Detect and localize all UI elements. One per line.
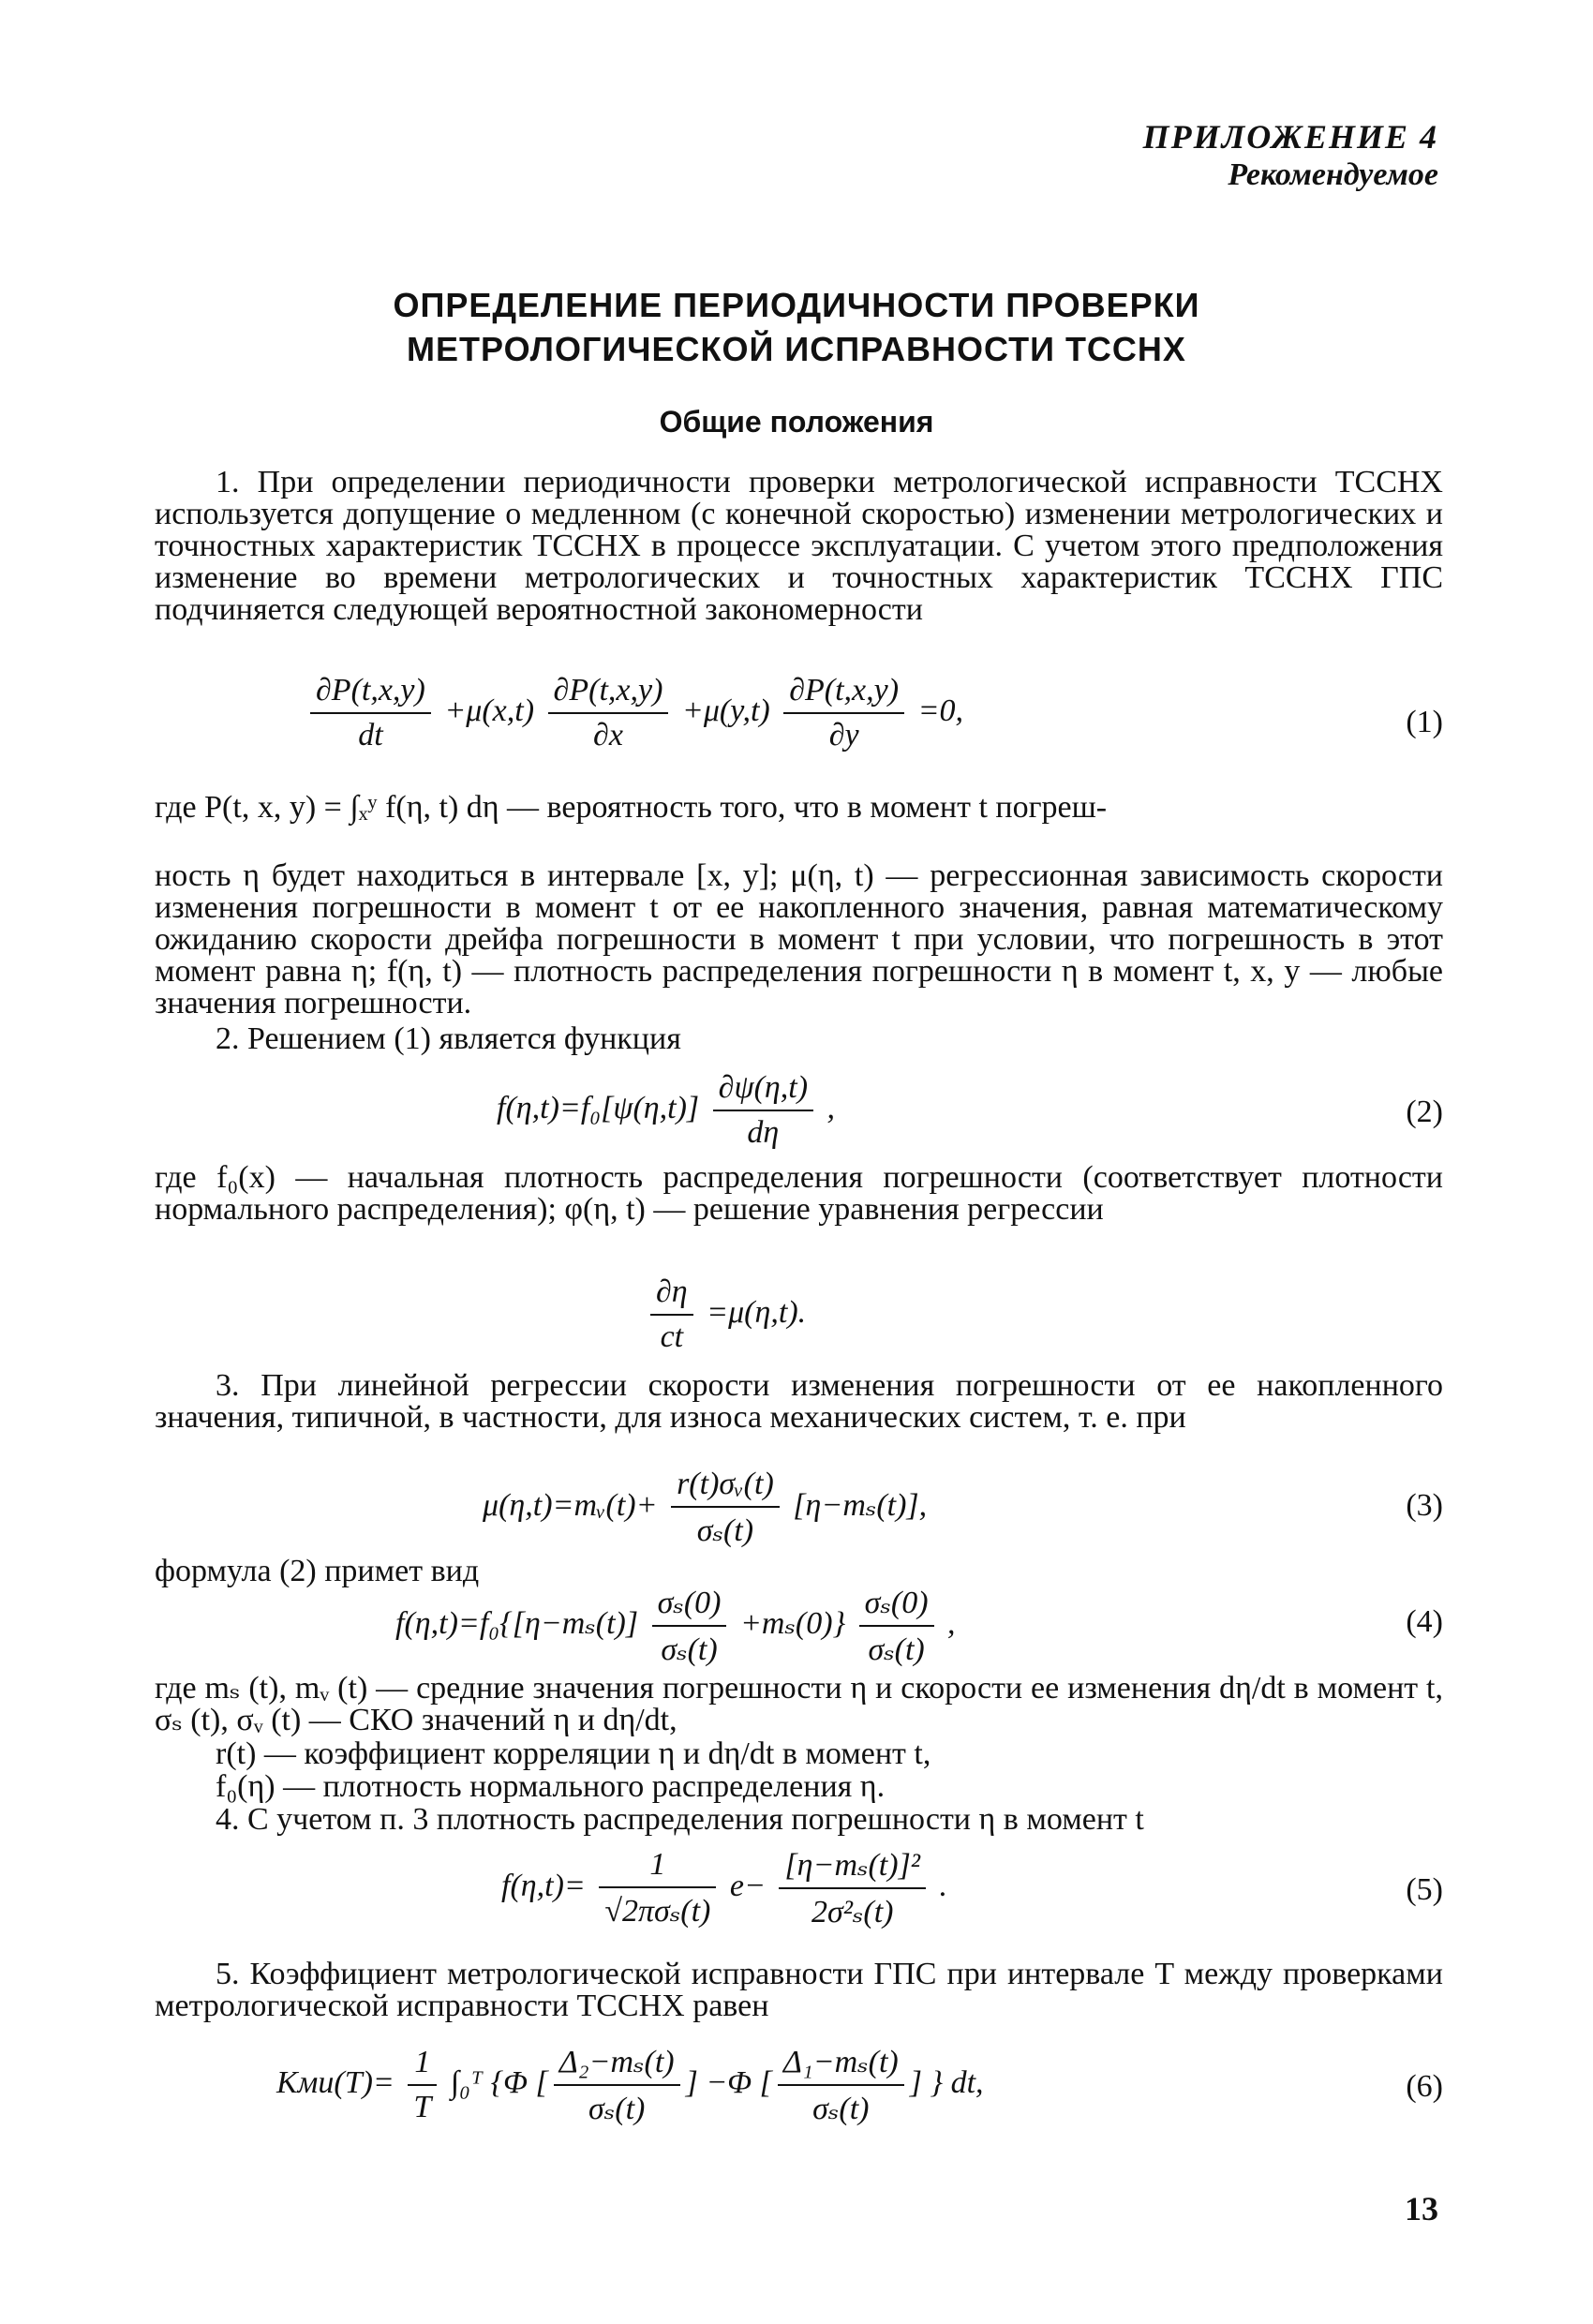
- paragraph-11: 5. Коэффициент метрологической исправности ГПС при интервале T между проверками метрологической исправности ТССНХ равен: [155, 1957, 1443, 2023]
- equation-2: [497, 1070, 835, 1151]
- paragraph-9: f₀(η) — плотность нормального распределения η.: [216, 1769, 886, 1804]
- eq4-den2: σₛ(t): [859, 1625, 934, 1668]
- eq6-num3: Δ₁−mₛ(t): [782, 2045, 899, 2079]
- eq6-lhs: Kми(T)=: [276, 2064, 395, 2100]
- equation-regression: [645, 1274, 806, 1355]
- eq3-number: (3): [1406, 1488, 1443, 1523]
- equation-5: [501, 1846, 947, 1930]
- page-title-line2: МЕТРОЛОГИЧЕСКОЙ ИСПРАВНОСТИ ТССНХ: [407, 330, 1186, 368]
- eq6-den3: σₛ(t): [778, 2084, 904, 2127]
- eq6-den1: T: [408, 2084, 437, 2125]
- eq5-lhs: f(η,t)=: [501, 1868, 586, 1903]
- eq5-number: (5): [1406, 1872, 1443, 1907]
- appendix-label: ПРИЛОЖЕНИЕ 4: [1142, 118, 1438, 156]
- paragraph-2b: ность η будет находиться в интервале [x, y]; μ(η, t) — регрессионная зависимость скорости изменения погрешности в момент t от ее накопленного значения, равная математическому ожиданию скорости дрейфа погрешности в момент t при условии, что погрешность в этот момент равна η; f(η, t) — плотность распределения погрешности η в момент t, x, y — любые значения погрешности.: [155, 858, 1443, 1020]
- eq4-lhs: f(η,t)=f₀{[η−mₛ(t)]: [395, 1605, 639, 1641]
- eq5-num2: [η−mₛ(t)]²: [784, 1848, 920, 1883]
- paragraph-5: 3. При линейной регрессии скорости изменения погрешности от ее накопленного значения, типичной, в частности, для износа механических систем, т. е. при: [155, 1368, 1443, 1435]
- eq1-num3: ∂P(t,x,y): [789, 673, 900, 708]
- eq1-number: (1): [1406, 705, 1443, 739]
- paragraph-10: 4. С учетом п. 3 плотность распределения погрешности η в момент t: [216, 1802, 1144, 1837]
- eq2-number: (2): [1406, 1095, 1443, 1129]
- eqreg-num: ∂η: [656, 1274, 688, 1309]
- eq5-mid: e−: [729, 1868, 766, 1903]
- eq3-den: σₛ(t): [671, 1506, 780, 1549]
- eq1-rhs: =0,: [917, 693, 964, 728]
- eq2-lhs: f(η,t)=f₀[ψ(η,t)]: [497, 1090, 700, 1125]
- eq4-num2: σₛ(0): [864, 1586, 929, 1620]
- paragraph-8: r(t) — коэффициент корреляции η и dη/dt в момент t,: [216, 1736, 931, 1771]
- eq6-int: ∫₀ᵀ {Φ: [450, 2064, 529, 2100]
- eq1-den2: ∂x: [548, 712, 669, 753]
- eq1-den1: dt: [310, 712, 431, 753]
- paragraph-1: 1. При определении периодичности проверки метрологической исправности ТССНХ используется допущение о медленном (с конечной скоростью) изменении метрологических и точностных характеристик ТССНХ в процессе эксплуатации. С учетом этого предположения изменение во времени метрологических и точностных характеристик ТССНХ ГПС подчиняется следующей вероятностной закономерности: [155, 465, 1443, 627]
- eq6-num1: 1: [414, 2045, 431, 2079]
- eq4-tail: ,: [947, 1605, 956, 1641]
- eqreg-den: ct: [650, 1314, 693, 1355]
- equation-4: [395, 1584, 956, 1668]
- eq1-op2: +μ(y,t): [681, 693, 770, 728]
- equation-6: Kми(T)= $\frac{1}{T}$ ∫₀ᵀ {Φ [ $\frac{\text{Δ₂−mₛ(t)}}{\text{σₛ(t)}}$ ] −Φ [ $\frac{\text{Δ₁−mₛ(t)}}{\text{σₛ(t)}}$ ] } dt,: [276, 2045, 984, 2126]
- eq1-op1: +μ(x,t): [444, 693, 535, 728]
- eqreg-rhs: =μ(η,t).: [707, 1294, 807, 1330]
- eq4-den1: σₛ(t): [652, 1625, 727, 1668]
- eq1-num1: ∂P(t,x,y): [316, 673, 425, 708]
- eq1-num2: ∂P(t,x,y): [553, 673, 663, 708]
- eq2-num: ∂ψ(η,t): [718, 1070, 809, 1105]
- page-number: 13: [1405, 2190, 1438, 2227]
- recommended-label: Рекомендуемое: [1228, 157, 1438, 192]
- equation-1: [305, 673, 963, 753]
- eq5-den2: 2σ²ₛ(t): [779, 1887, 926, 1930]
- page-title-line1: ОПРЕДЕЛЕНИЕ ПЕРИОДИЧНОСТИ ПРОВЕРКИ: [393, 286, 1200, 324]
- eq5-tail: .: [939, 1868, 947, 1903]
- eq3-num: r(t)σᵥ(t): [677, 1467, 774, 1501]
- eq1-den3: ∂y: [783, 712, 904, 753]
- eq3-tail: [η−mₛ(t)],: [793, 1487, 928, 1523]
- eq6-den2: σₛ(t): [554, 2084, 680, 2127]
- eq3-lhs: μ(η,t)=mᵥ(t)+: [483, 1487, 658, 1523]
- eq2-tail: ,: [826, 1090, 836, 1125]
- paragraph-2a: где P(t, x, y) = ∫ₓʸ f(η, t) dη — вероятность того, что в момент t погреш-: [155, 790, 1108, 825]
- eq4-mid: +mₛ(0)}: [739, 1605, 846, 1641]
- eq5-num1: 1: [649, 1847, 666, 1882]
- eq6-tail: } dt,: [930, 2064, 984, 2100]
- eq4-number: (4): [1406, 1604, 1443, 1639]
- eq2-den: dη: [713, 1110, 813, 1151]
- section-heading: Общие положения: [659, 405, 934, 439]
- paragraph-6: формула (2) примет вид: [155, 1554, 480, 1588]
- paragraph-4: где f₀(x) — начальная плотность распределения погрешности (соответствует плотности нормального распределения); φ(η, t) — решение уравнения регрессии: [155, 1160, 1443, 1227]
- eq4-num1: σₛ(0): [657, 1586, 722, 1620]
- eq5-den1: √2πσₛ(t): [599, 1886, 716, 1929]
- equation-3: [483, 1467, 927, 1549]
- paragraph-3: 2. Решением (1) является функция: [216, 1021, 681, 1056]
- eq6-mid: −Φ: [706, 2064, 752, 2100]
- eq6-number: (6): [1406, 2069, 1443, 2104]
- eq6-num2: Δ₂−mₛ(t): [558, 2045, 675, 2079]
- paragraph-7: где mₛ (t), mᵥ (t) — средние значения погрешности η и скорости ее изменения dη/dt в момент t, σₛ (t), σᵥ (t) — СКО значений η и dη/dt,: [155, 1671, 1443, 1737]
